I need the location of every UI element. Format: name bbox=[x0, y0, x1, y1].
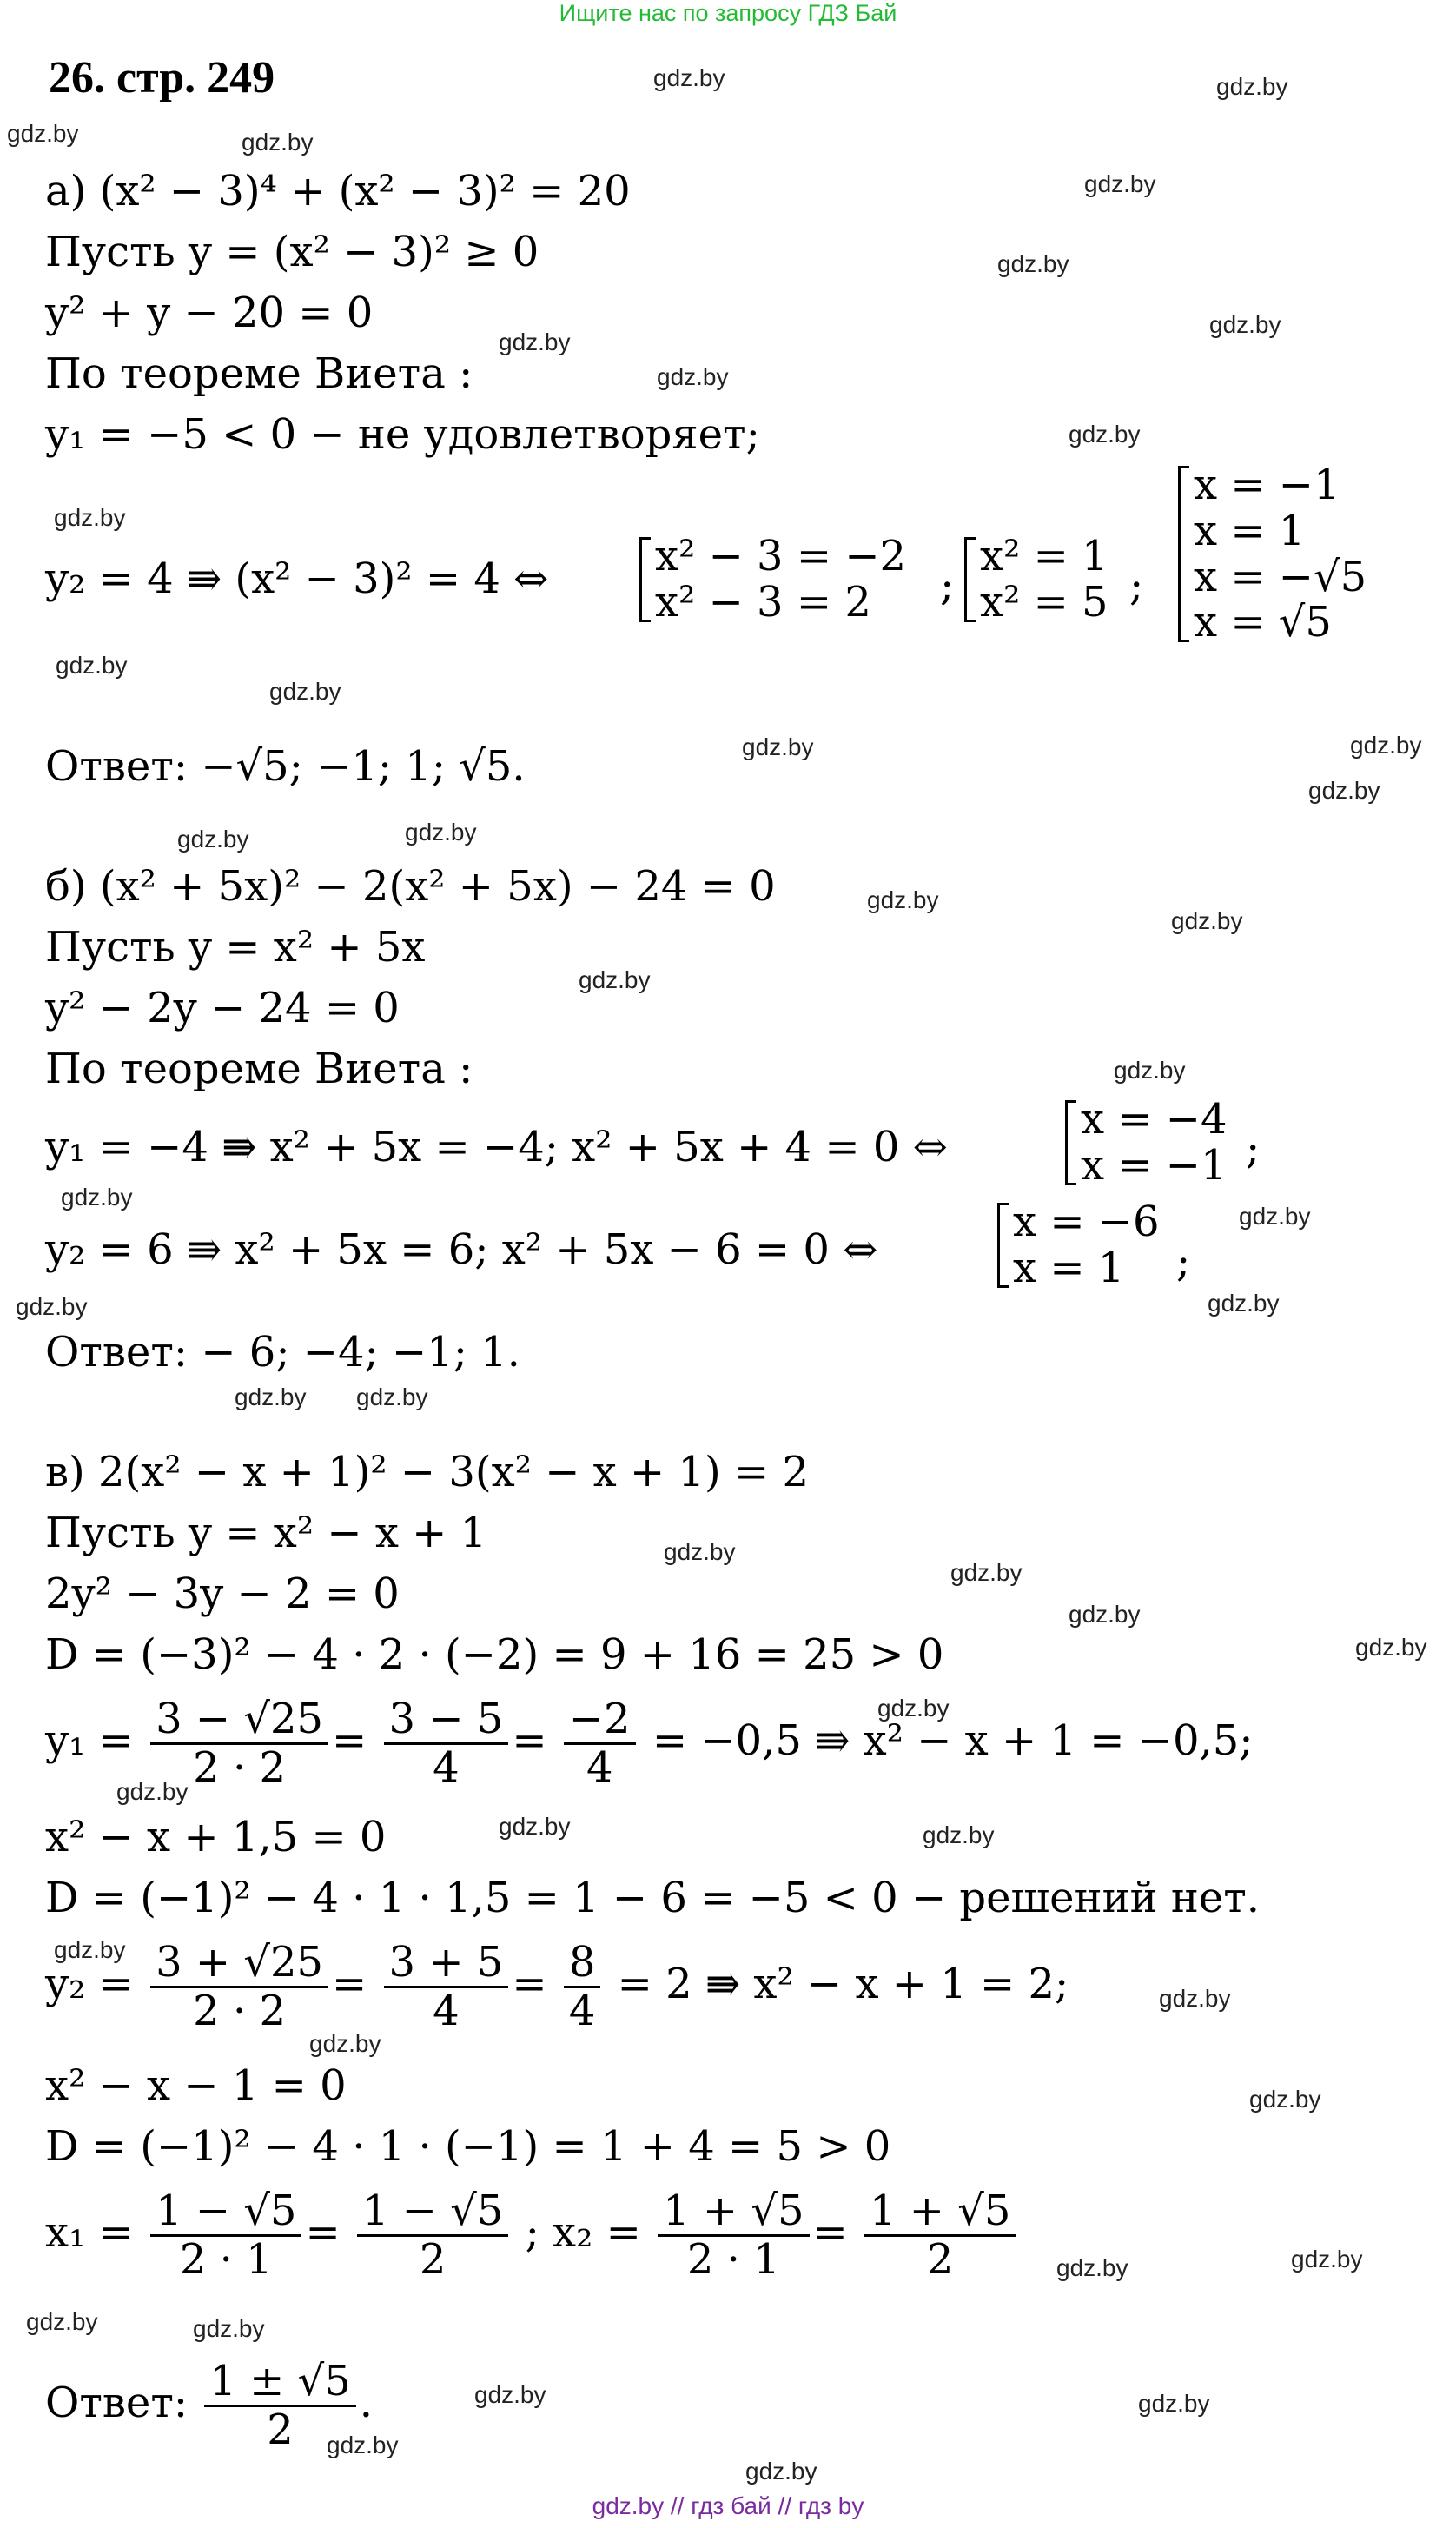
fraction bbox=[150, 1940, 328, 2034]
watermark: gdz.by bbox=[745, 2458, 817, 2485]
fraction-denominator: 2 · 1 bbox=[686, 2234, 780, 2284]
fraction bbox=[564, 1940, 601, 2034]
quadratic-c: 2y² − 3y − 2 = 0 bbox=[45, 1569, 400, 1618]
fraction bbox=[384, 1696, 509, 1791]
system-row: x² − 3 = −2 bbox=[655, 532, 907, 581]
roots-x-c: x₁ = $\frac{1 - √5}{2 \cdot 1}$ = $\frac{1 - √5}{2}$ ; x₂ = $\frac{1 + √5}{2 \cdot 1}$ = $\frac{1 + √5}{2}$ bbox=[45, 2188, 1019, 2283]
y1-tail: = −0,5 ⇛ x² − x + 1 = −0,5; bbox=[652, 1715, 1254, 1765]
fraction-denominator: 4 bbox=[568, 1986, 596, 2035]
watermark: gdz.by bbox=[1209, 311, 1281, 338]
fraction-numerator: 3 + √25 bbox=[150, 1940, 328, 1988]
discriminant-c1: D = (−3)² − 4 · 2 · (−2) = 9 + 16 = 25 > 0 bbox=[45, 1630, 944, 1679]
fraction-denominator: 4 bbox=[433, 1742, 460, 1792]
watermark: gdz.by bbox=[1350, 732, 1422, 759]
system-row: x = 1 bbox=[1194, 506, 1306, 555]
system-a2 bbox=[964, 534, 1109, 626]
x2-label: ; x₂ = bbox=[525, 2207, 641, 2257]
fraction bbox=[204, 2359, 355, 2453]
root2-a: y₂ = 4 ⇛ (x² − 3)² = 4 ⇔ bbox=[45, 554, 549, 603]
quadratic-b: y² − 2y − 24 = 0 bbox=[45, 984, 400, 1032]
answer-a: Ответ: −√5; −1; 1; √5. bbox=[45, 742, 526, 791]
watermark: gdz.by bbox=[742, 733, 814, 760]
watermark: gdz.by bbox=[193, 2315, 265, 2342]
watermark: gdz.by bbox=[309, 2030, 381, 2057]
separator: ; bbox=[940, 561, 955, 610]
watermark: gdz.by bbox=[1208, 1290, 1280, 1317]
substitution-a: Пусть y = (x² − 3)² ≥ 0 bbox=[45, 228, 539, 276]
watermark: gdz.by bbox=[653, 64, 725, 91]
answer-tail: . bbox=[359, 2378, 373, 2427]
discriminant-c2: D = (−1)² − 4 · 1 · 1,5 = 1 − 6 = −5 < 0 − решений нет. bbox=[45, 1874, 1261, 1922]
quadratic-c3: x² − x − 1 = 0 bbox=[45, 2061, 347, 2110]
fraction-numerator: 3 + 5 bbox=[384, 1940, 509, 1988]
watermark: gdz.by bbox=[1138, 2390, 1210, 2417]
watermark: gdz.by bbox=[579, 966, 651, 993]
root1-c: y₁ = $\frac{3 - √25}{2 \cdot 2}$ = $\frac{3 - 5}{4}$ = $\frac{-2}{4}$ = −0,5 ⇛ x² − x + 1 = −0,5; bbox=[45, 1695, 1254, 1792]
watermark: gdz.by bbox=[54, 504, 126, 531]
watermark: gdz.by bbox=[1249, 2086, 1321, 2113]
fraction-denominator: 2 bbox=[926, 2234, 954, 2284]
watermark: gdz.by bbox=[867, 886, 939, 913]
fraction-numerator: 1 − √5 bbox=[357, 2188, 508, 2237]
watermark: gdz.by bbox=[356, 1383, 428, 1410]
vieta-heading-b: По теореме Виета : bbox=[45, 1045, 473, 1093]
answer-c bbox=[45, 2359, 373, 2453]
system-row: x = −1 bbox=[1081, 1140, 1228, 1190]
watermark: gdz.by bbox=[997, 250, 1069, 277]
fraction bbox=[864, 2188, 1016, 2283]
separator: ; bbox=[1246, 1125, 1261, 1173]
separator: ; bbox=[1176, 1237, 1191, 1286]
discriminant-c3: D = (−1)² − 4 · 1 · (−1) = 1 + 4 = 5 > 0 bbox=[45, 2122, 891, 2171]
y2-tail: = 2 ⇛ x² − x + 1 = 2; bbox=[617, 1959, 1069, 2008]
watermark: gdz.by bbox=[1355, 1634, 1427, 1661]
watermark: gdz.by bbox=[1056, 2254, 1128, 2281]
fraction bbox=[658, 2188, 809, 2283]
watermark: gdz.by bbox=[1084, 170, 1156, 197]
watermark: gdz.by bbox=[1216, 73, 1288, 100]
system-row: x = −4 bbox=[1081, 1095, 1228, 1144]
separator: ; bbox=[1129, 561, 1144, 610]
watermark: gdz.by bbox=[877, 1695, 950, 1722]
watermark: gdz.by bbox=[657, 363, 729, 390]
fraction-numerator: 3 − √25 bbox=[150, 1696, 328, 1745]
watermark: gdz.by bbox=[269, 678, 341, 705]
fraction-denominator: 4 bbox=[433, 1986, 460, 2035]
y1-label: y₁ = bbox=[45, 1715, 134, 1765]
watermark: gdz.by bbox=[950, 1559, 1023, 1586]
fraction bbox=[564, 1696, 636, 1791]
watermark: gdz.by bbox=[1239, 1203, 1311, 1230]
watermark: gdz.by bbox=[242, 129, 314, 156]
watermark: gdz.by bbox=[1069, 421, 1141, 448]
watermark: gdz.by bbox=[1308, 777, 1380, 804]
watermark: gdz.by bbox=[16, 1293, 88, 1320]
system-row: x = √5 bbox=[1194, 598, 1332, 647]
fraction-numerator: 1 − √5 bbox=[150, 2188, 301, 2237]
system-b1 bbox=[1065, 1097, 1228, 1189]
fraction bbox=[357, 2188, 508, 2283]
fraction-denominator: 2 · 2 bbox=[193, 1742, 286, 1792]
watermark: gdz.by bbox=[61, 1184, 133, 1211]
fraction-numerator: 1 + √5 bbox=[864, 2188, 1016, 2237]
substitution-b: Пусть y = x² + 5x bbox=[45, 923, 426, 972]
x1-label: x₁ = bbox=[45, 2207, 134, 2257]
system-row: x² = 1 bbox=[980, 532, 1109, 581]
system-a1 bbox=[639, 534, 906, 626]
system-row: x² = 5 bbox=[980, 577, 1109, 627]
page-title: 26. стр. 249 bbox=[49, 53, 275, 103]
fraction-numerator: 3 − 5 bbox=[384, 1696, 509, 1745]
watermark: gdz.by bbox=[56, 652, 128, 679]
fraction bbox=[150, 1696, 328, 1791]
fraction bbox=[150, 2188, 301, 2283]
watermark: gdz.by bbox=[1069, 1601, 1141, 1628]
equation-b: б) (x² + 5x)² − 2(x² + 5x) − 24 = 0 bbox=[45, 862, 776, 911]
answer-label: Ответ: bbox=[45, 2378, 189, 2427]
fraction-denominator: 2 bbox=[419, 2234, 447, 2284]
watermark: gdz.by bbox=[116, 1778, 189, 1805]
vieta-heading-a: По теореме Виета : bbox=[45, 349, 473, 398]
system-b2 bbox=[997, 1199, 1160, 1291]
fraction-denominator: 2 bbox=[267, 2405, 294, 2454]
fraction-numerator: −2 bbox=[564, 1696, 636, 1745]
watermark: gdz.by bbox=[177, 826, 249, 853]
fraction-numerator: 1 ± √5 bbox=[204, 2359, 355, 2407]
watermark: gdz.by bbox=[1171, 907, 1243, 934]
watermark: gdz.by bbox=[1114, 1057, 1186, 1084]
watermark: gdz.by bbox=[923, 1821, 995, 1848]
watermark: gdz.by bbox=[499, 1813, 571, 1840]
fraction-denominator: 4 bbox=[586, 1742, 613, 1792]
root2-b: y₂ = 6 ⇛ x² + 5x = 6; x² + 5x − 6 = 0 ⇔ bbox=[45, 1225, 878, 1274]
watermark: gdz.by bbox=[405, 819, 477, 846]
fraction-numerator: 8 bbox=[564, 1940, 601, 1988]
top-banner[interactable]: Ищите нас по запросу ГДЗ Бай bbox=[559, 0, 897, 26]
root2-c: y₂ = $\frac{3 + √25}{2 \cdot 2}$ = $\frac{3 + 5}{4}$ = $\frac{8}{4}$ = 2 ⇛ x² − x + 1 = 2; bbox=[45, 1938, 1069, 2035]
system-a3 bbox=[1178, 462, 1367, 646]
watermark: gdz.by bbox=[327, 2432, 399, 2458]
watermark: gdz.by bbox=[1159, 1985, 1231, 2012]
fraction-denominator: 2 · 2 bbox=[193, 1986, 286, 2035]
watermark: gdz.by bbox=[235, 1383, 307, 1410]
watermark: gdz.by bbox=[7, 120, 79, 147]
quadratic-a: y² + y − 20 = 0 bbox=[45, 289, 374, 337]
substitution-c: Пусть y = x² − x + 1 bbox=[45, 1509, 487, 1557]
fraction-denominator: 2 · 1 bbox=[179, 2234, 273, 2284]
root1-b: y₁ = −4 ⇛ x² + 5x = −4; x² + 5x + 4 = 0 ⇔ bbox=[45, 1123, 948, 1171]
system-row: x² − 3 = 2 bbox=[655, 577, 871, 627]
root1-a: y₁ = −5 < 0 − не удовлетворяет; bbox=[45, 410, 760, 459]
fraction bbox=[384, 1940, 509, 2034]
system-row: x = −1 bbox=[1194, 461, 1340, 509]
watermark: gdz.by bbox=[26, 2308, 98, 2335]
system-row: x = 1 bbox=[1013, 1243, 1125, 1292]
quadratic-c2: x² − x + 1,5 = 0 bbox=[45, 1813, 387, 1861]
watermark: gdz.by bbox=[54, 1936, 126, 1963]
watermark: gdz.by bbox=[664, 1538, 736, 1565]
watermark: gdz.by bbox=[1291, 2246, 1363, 2273]
system-row: x = −√5 bbox=[1194, 552, 1367, 601]
equation-a: а) (x² − 3)⁴ + (x² − 3)² = 20 bbox=[45, 167, 631, 216]
bottom-banner[interactable]: gdz.by // гдз бай // гдз by bbox=[592, 2492, 864, 2519]
y2-label: y₂ = bbox=[45, 1959, 134, 2008]
equation-c: в) 2(x² − x + 1)² − 3(x² − x + 1) = 2 bbox=[45, 1448, 810, 1496]
watermark: gdz.by bbox=[474, 2381, 546, 2408]
fraction-numerator: 1 + √5 bbox=[658, 2188, 809, 2237]
watermark: gdz.by bbox=[499, 328, 571, 355]
system-row: x = −6 bbox=[1013, 1198, 1160, 1246]
answer-b: Ответ: − 6; −4; −1; 1. bbox=[45, 1328, 520, 1377]
